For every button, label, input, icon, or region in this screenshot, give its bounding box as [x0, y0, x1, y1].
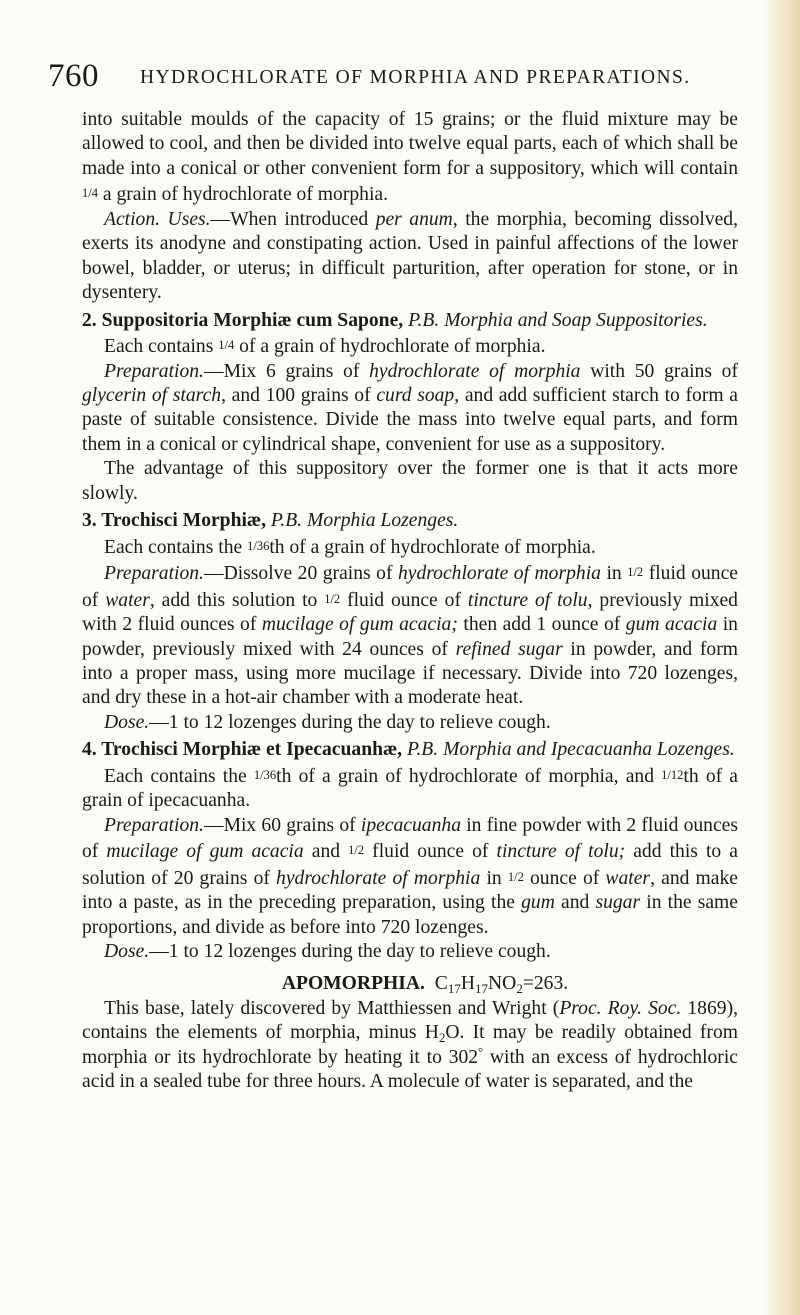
apomorphia-heading: APOMORPHIA. $C_{17}H_{17}NO_2=263$.: [281, 973, 569, 997]
paragraph-dose: Dose.—1 to 12 lozenges during the day to relieve cough.: [104, 711, 551, 733]
page-edge-shadow: [764, 0, 800, 1315]
page-number: 760: [48, 58, 99, 94]
paragraph: Each contains the 1/36th of a grain of hydrochlorate of morphia, and 1/12th of a grain of ipecacuanha.: [82, 765, 739, 812]
paragraph-preparation: Preparation.—Dissolve 20 grains of hydrochlorate of morphia in 1/2 fluid ounce of water, add this solution to 1/2 fluid ounce of tincture of tolu, previously mixed with 2 fluid ounces of mucilage of gum acacia; then add 1 ounce of gum acacia in powder, previously mixed with 24 ounces of refined sugar in powder, and form into a proper mass, using more mucilage if necessary. Divide into 720 lozenges, and dry these in a hot-air chamber with a moderate heat.: [82, 563, 738, 709]
page-header: [40, 58, 740, 98]
paragraph-dose: Dose.—1 to 12 lozenges during the day to relieve cough.: [104, 940, 551, 962]
paragraph-preparation: Preparation.—Mix 60 grains of ipecacuanha in fine powder with 2 fluid ounces of mucilage of gum acacia and 1/2 fluid ounce of tincture of tolu; add this to a solution of 20 grains of hydrochlorate of morphia in 1/2 ounce of water, and make into a paste, as in the preceding preparation, using the gum and sugar in the same proportions, and divide as before into 720 lozenges.: [82, 814, 738, 938]
paragraph: into suitable moulds of the capacity of 15 grains; or the fluid mixture may be allowed to cool, and then be divided into twelve equal parts, each of which shall be made into a conical or other convenient form for a suppository, which will contain 1/4 a grain of hydrochlorate of morphia.: [82, 109, 738, 206]
section-heading: 2. Suppositoria Morphiæ cum Sapone, P.B. Morphia and Soap Suppositories.: [82, 309, 708, 331]
paragraph: The advantage of this suppository over the former one is that it acts more slowly.: [82, 458, 738, 504]
paragraph-action-uses: Action. Uses.—When introduced per anum, the morphia, becoming dissolved, exerts its anodyne and constipating action. Used in painful affections of the lower bowel, bladder, or uterus; in difficult parturition, after operation for stone, or in dysentery.: [82, 208, 739, 304]
page-body: [82, 108, 738, 1095]
section-heading: 4. Trochisci Morphiæ et Ipecacuanhæ, P.B. Morphia and Ipecacuanha Lozenges.: [82, 739, 735, 761]
paragraph: This base, lately discovered by Matthiessen and Wright (Proc. Roy. Soc. 1869), contains the elements of morphia, minus $H_2O$. It may be readily obtained from morphia or its hydrochlorate by heating it to 302° with an excess of hydrochloric acid in a sealed tube for three hours. A molecule of water is separated, and the: [82, 997, 738, 1093]
section-heading: 3. Trochisci Morphiæ, P.B. Morphia Lozenges.: [82, 510, 459, 532]
paragraph-preparation: Preparation.—Mix 6 grains of hydrochlorate of morphia with 50 grains of glycerin of starch, and 100 grains of curd soap, and add sufficient starch to form a paste of suitable consistence. Divide the mass into twelve equal parts, and form them in a conical or cylindrical shape, convenient for use as a suppository.: [82, 360, 738, 455]
paragraph: Each contains the 1/36th of a grain of hydrochlorate of morphia.: [104, 536, 596, 558]
running-title: HYDROCHLORATE OF MORPHIA AND PREPARATIONS.: [140, 67, 691, 88]
paragraph: Each contains 1/4 of a grain of hydrochlorate of morphia.: [104, 336, 546, 358]
book-page: [40, 0, 760, 1315]
